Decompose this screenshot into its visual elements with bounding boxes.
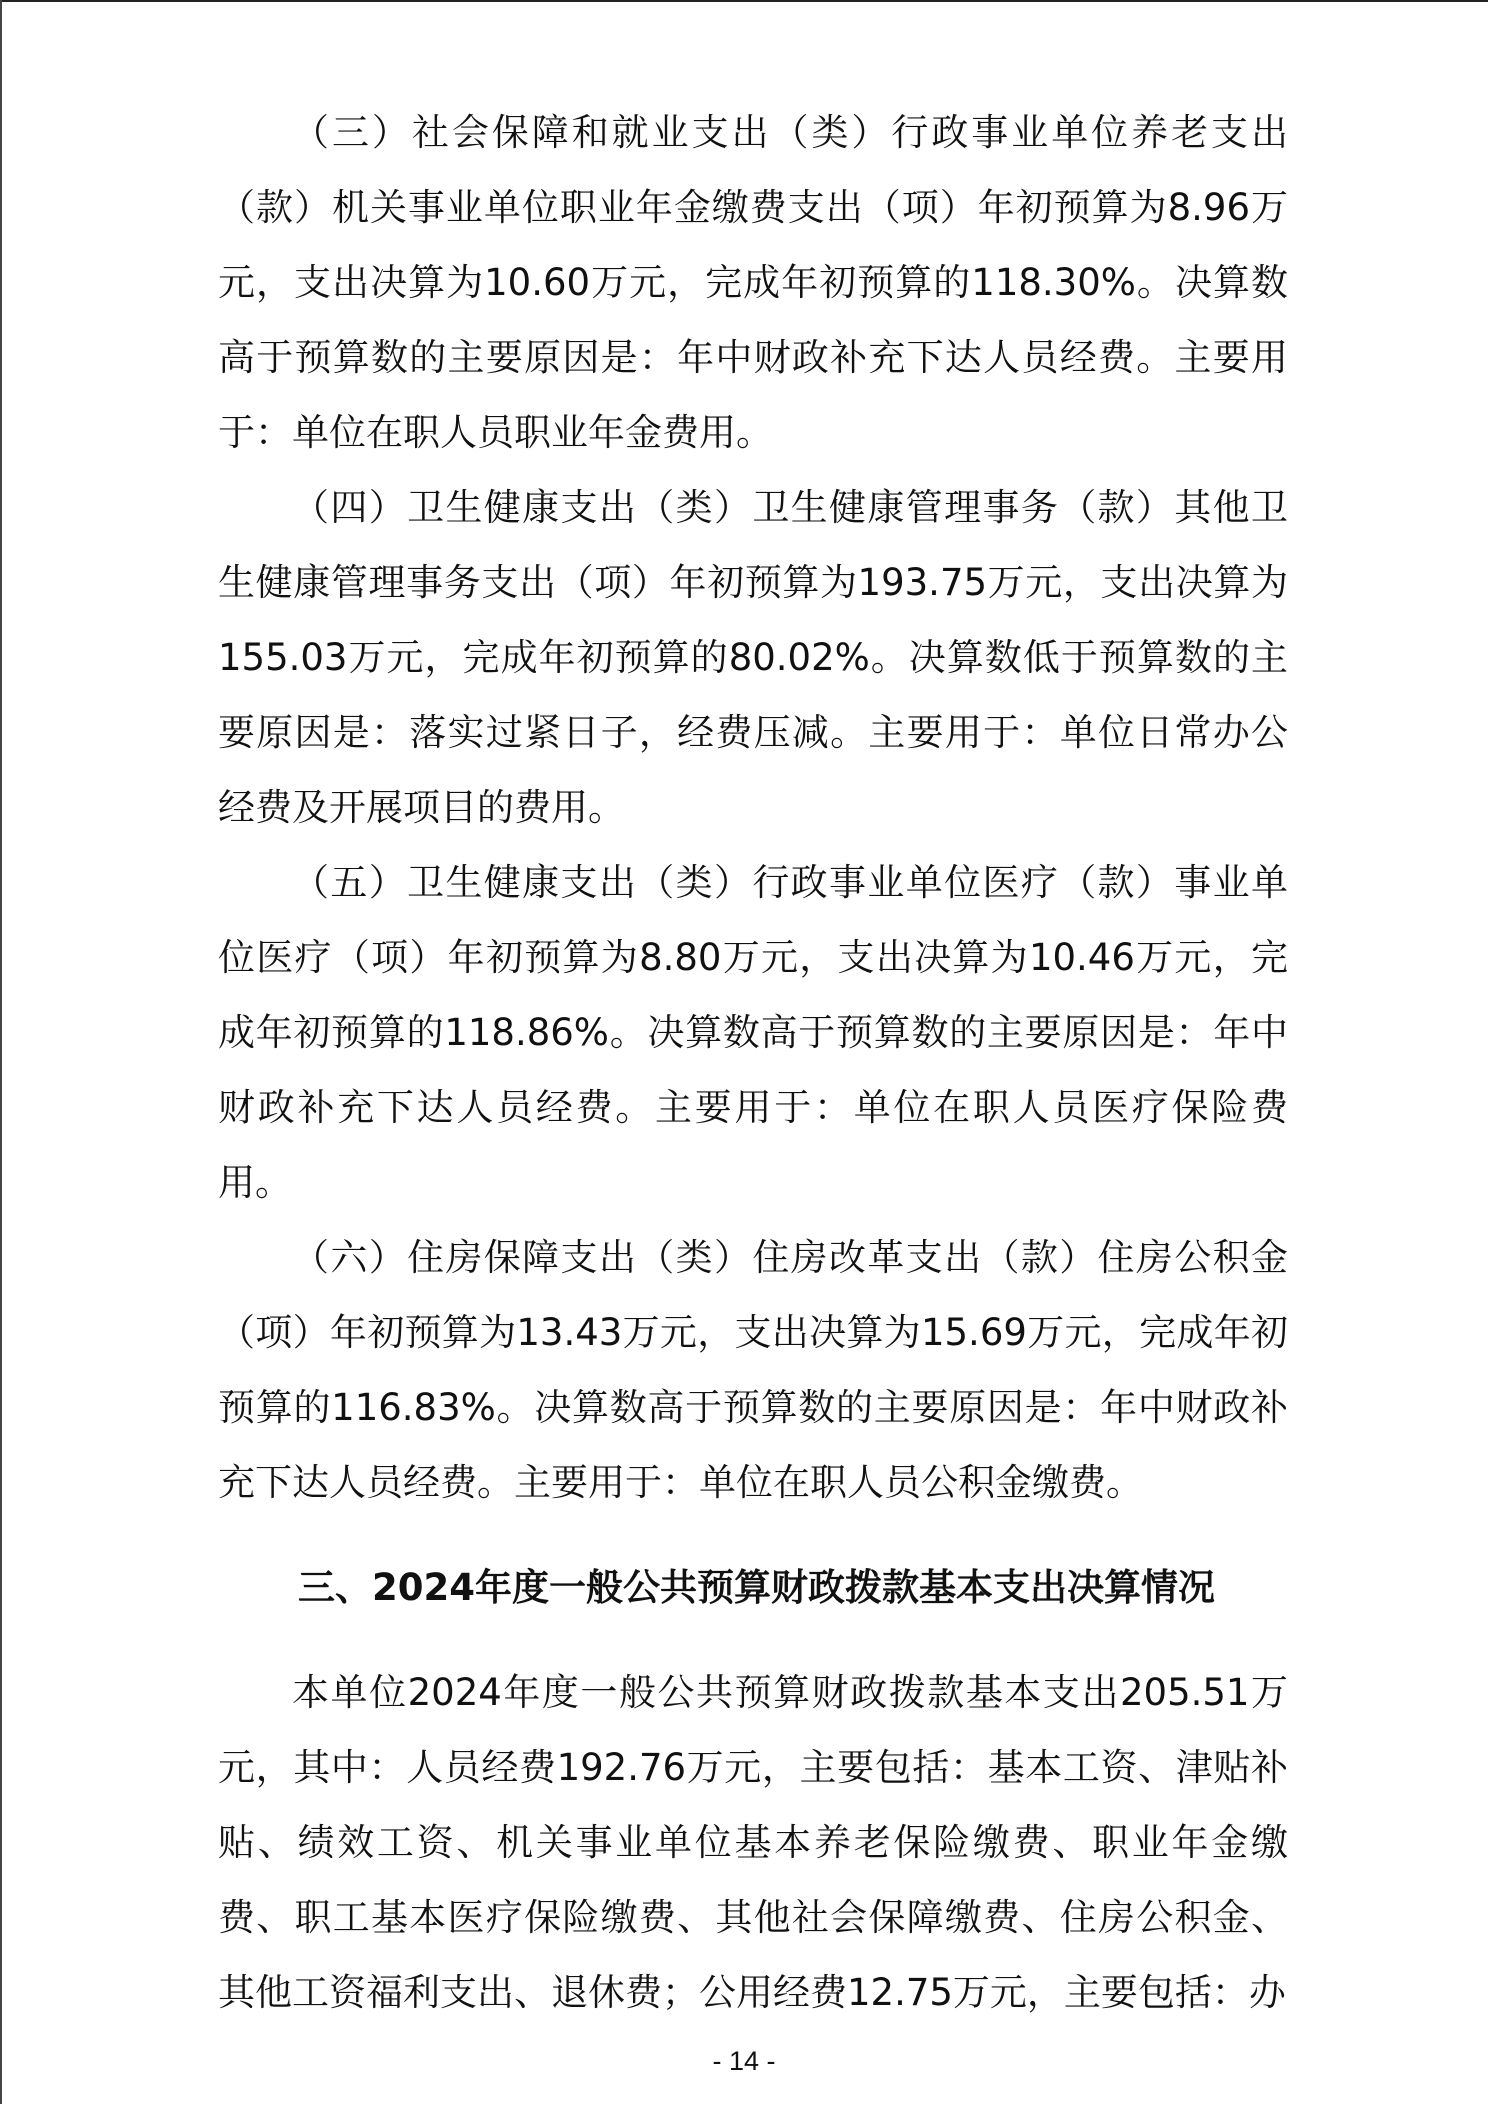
section-heading: 三、2024年度一般公共预算财政拨款基本支出决算情况 (298, 1566, 1215, 1609)
document-body (218, 95, 1288, 2030)
page-top-border (0, 0, 1488, 2)
page-left-border (0, 0, 2, 2104)
paragraph-social-security: （三）社会保障和就业支出（类）行政事业单位养老支出（款）机关事业单位职业年金缴费支出（项）年初预算为8.96万元，支出决算为10.60万元，完成年初预算的118.30%。决算数高于预算数的主要原因是：年中财政补充下达人员经费。主要用于：单位在职人员职业年金费用。 (218, 111, 1288, 454)
page-number: - 14 - (712, 2046, 776, 2076)
paragraph-housing: （六）住房保障支出（类）住房改革支出（款）住房公积金（项）年初预算为13.43万元，支出决算为15.69万元，完成年初预算的116.83%。决算数高于预算数的主要原因是：年中财政补充下达人员经费。主要用于：单位在职人员公积金缴费。 (218, 1236, 1288, 1504)
paragraph-health-management: （四）卫生健康支出（类）卫生健康管理事务（款）其他卫生健康管理事务支出（项）年初预算为193.75万元，支出决算为155.03万元，完成年初预算的80.02%。决算数低于预算数的主要原因是：落实过紧日子，经费压减。主要用于：单位日常办公经费及开展项目的费用。 (218, 486, 1288, 829)
paragraph-health-medical: （五）卫生健康支出（类）行政事业单位医疗（款）事业单位医疗（项）年初预算为8.80万元，支出决算为10.46万元，完成年初预算的118.86%。决算数高于预算数的主要原因是：年中财政补充下达人员经费。主要用于：单位在职人员医疗保险费用。 (218, 861, 1288, 1204)
paragraph-basic-expenditure: 本单位2024年度一般公共预算财政拨款基本支出205.51万元，其中：人员经费192.76万元，主要包括：基本工资、津贴补贴、绩效工资、机关事业单位基本养老保险缴费、职业年金缴费、职工基本医疗保险缴费、其他社会保障缴费、住房公积金、其他工资福利支出、退休费；公用经费12.75万元，主要包括：办 (218, 1671, 1288, 2014)
